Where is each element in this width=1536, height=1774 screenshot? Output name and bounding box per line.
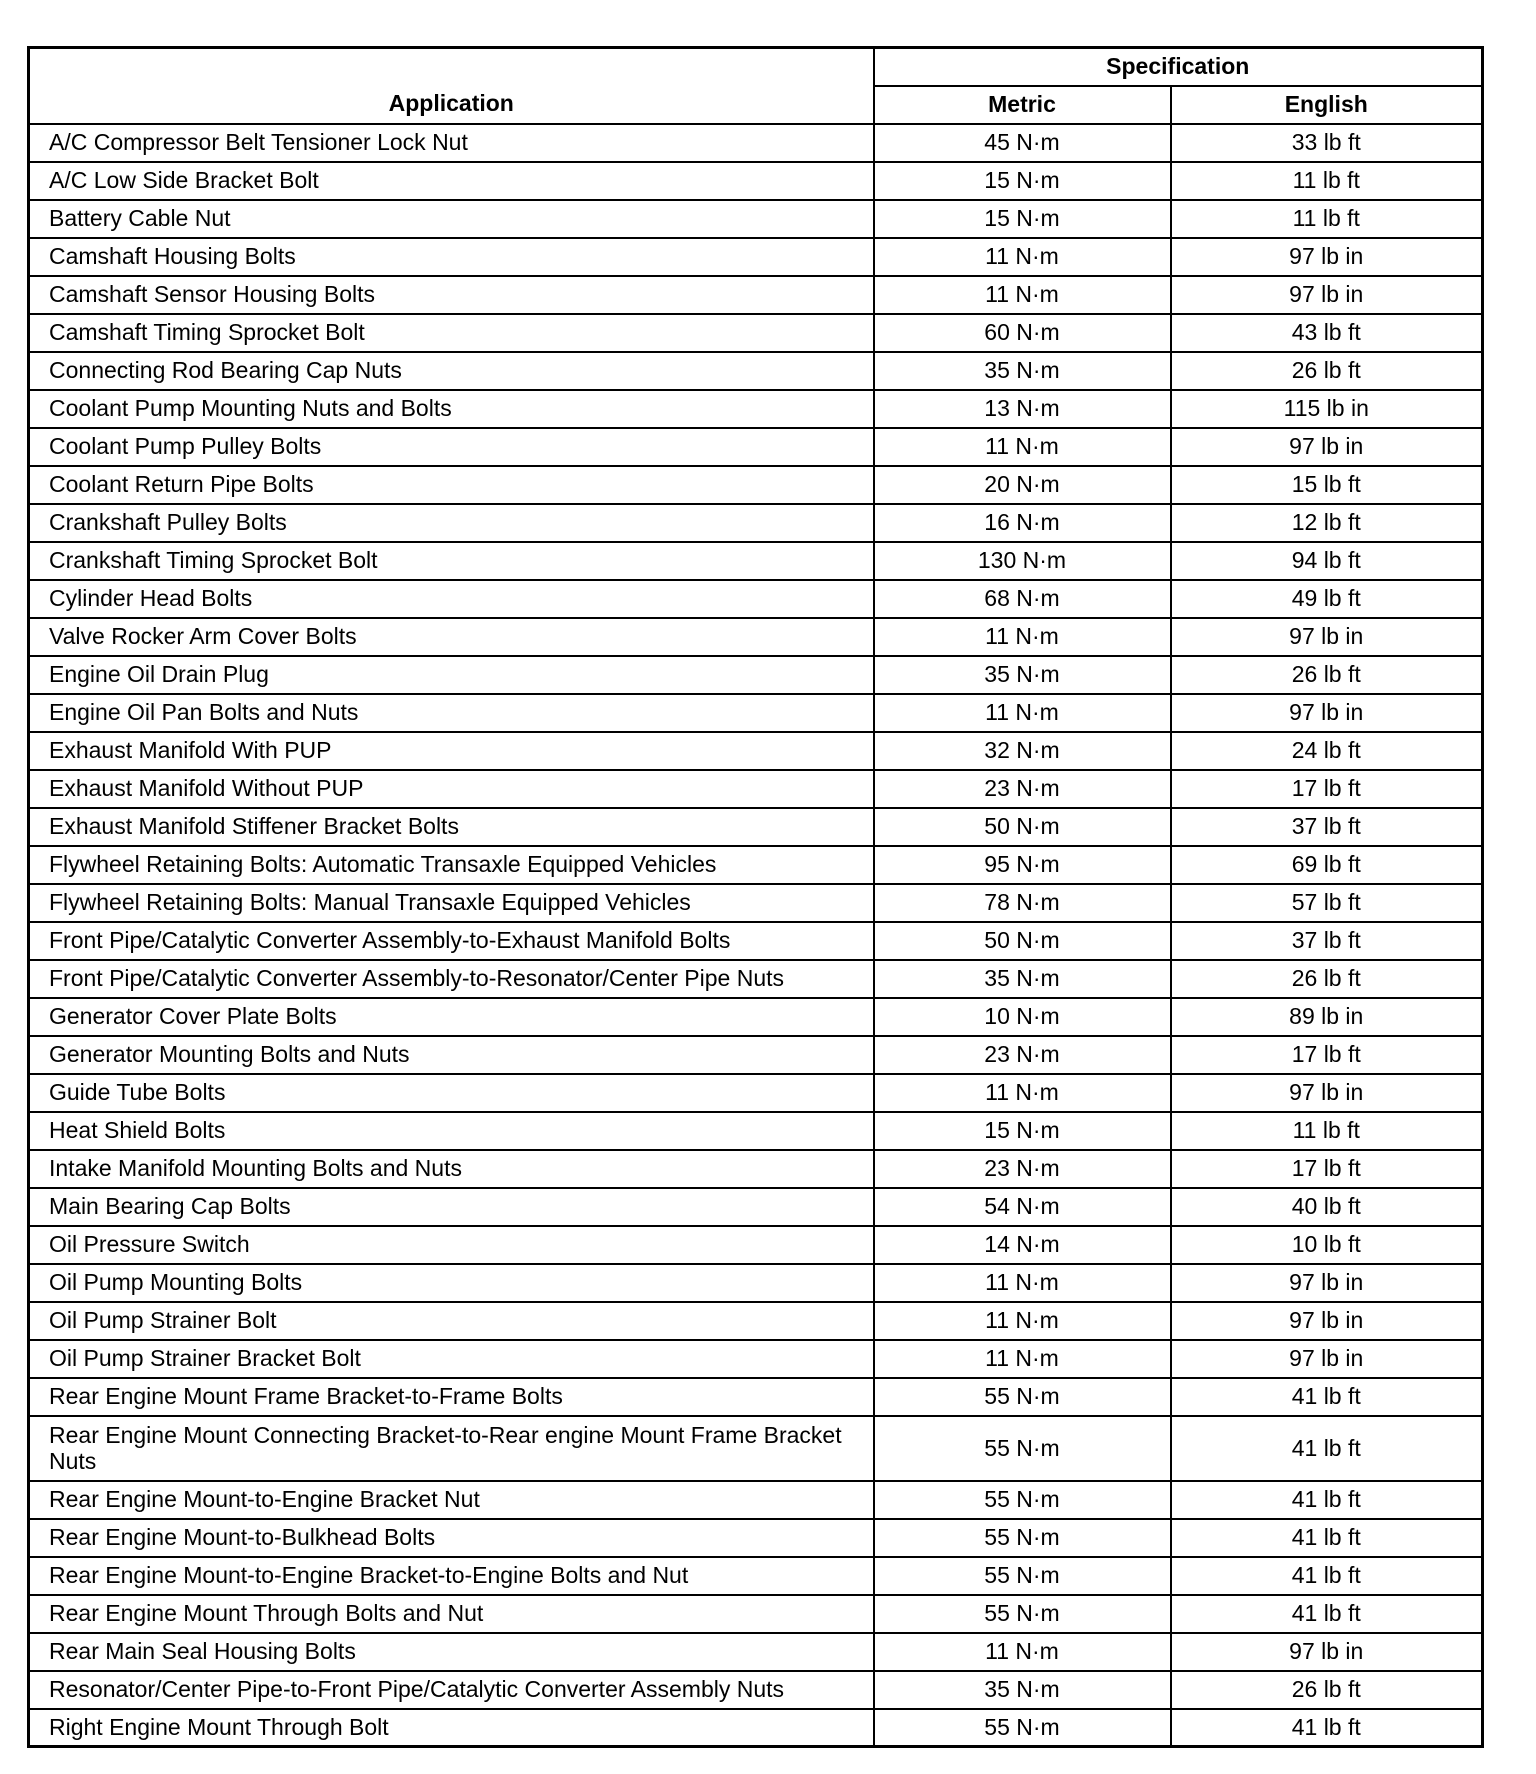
english-cell: 11 lb ft bbox=[1171, 200, 1483, 238]
application-cell: A/C Compressor Belt Tensioner Lock Nut bbox=[29, 124, 874, 162]
metric-cell: 11 N·m bbox=[874, 618, 1171, 656]
metric-cell: 55 N·m bbox=[874, 1481, 1171, 1519]
metric-cell: 32 N·m bbox=[874, 732, 1171, 770]
table-row bbox=[29, 1036, 1483, 1074]
application-cell: Connecting Rod Bearing Cap Nuts bbox=[29, 352, 874, 390]
table-row bbox=[29, 998, 1483, 1036]
specification-header: Specification bbox=[874, 48, 1483, 86]
metric-cell: 13 N·m bbox=[874, 390, 1171, 428]
english-cell: 41 lb ft bbox=[1171, 1709, 1483, 1747]
application-cell: Coolant Return Pipe Bolts bbox=[29, 466, 874, 504]
table-row bbox=[29, 276, 1483, 314]
metric-cell: 55 N·m bbox=[874, 1519, 1171, 1557]
table-row bbox=[29, 1481, 1483, 1519]
english-cell: 97 lb in bbox=[1171, 238, 1483, 276]
metric-cell: 50 N·m bbox=[874, 808, 1171, 846]
application-cell: Rear Engine Mount Frame Bracket-to-Frame Bolts bbox=[29, 1378, 874, 1416]
table-row bbox=[29, 732, 1483, 770]
english-cell: 40 lb ft bbox=[1171, 1188, 1483, 1226]
application-cell: Camshaft Housing Bolts bbox=[29, 238, 874, 276]
table-row bbox=[29, 466, 1483, 504]
metric-cell: 78 N·m bbox=[874, 884, 1171, 922]
metric-cell: 11 N·m bbox=[874, 238, 1171, 276]
metric-cell: 55 N·m bbox=[874, 1416, 1171, 1481]
table-row bbox=[29, 390, 1483, 428]
english-cell: 37 lb ft bbox=[1171, 922, 1483, 960]
metric-cell: 15 N·m bbox=[874, 200, 1171, 238]
application-cell: Generator Mounting Bolts and Nuts bbox=[29, 1036, 874, 1074]
application-cell: Exhaust Manifold Without PUP bbox=[29, 770, 874, 808]
metric-cell: 11 N·m bbox=[874, 1340, 1171, 1378]
english-cell: 11 lb ft bbox=[1171, 1112, 1483, 1150]
application-cell: Crankshaft Pulley Bolts bbox=[29, 504, 874, 542]
metric-cell: 68 N·m bbox=[874, 580, 1171, 618]
english-cell: 37 lb ft bbox=[1171, 808, 1483, 846]
metric-cell: 55 N·m bbox=[874, 1595, 1171, 1633]
application-cell: Engine Oil Pan Bolts and Nuts bbox=[29, 694, 874, 732]
metric-cell: 35 N·m bbox=[874, 960, 1171, 998]
application-cell: Engine Oil Drain Plug bbox=[29, 656, 874, 694]
table-row bbox=[29, 1557, 1483, 1595]
header-row-top bbox=[29, 48, 1483, 86]
metric-cell: 60 N·m bbox=[874, 314, 1171, 352]
english-header: English bbox=[1171, 86, 1483, 124]
application-cell: Camshaft Timing Sprocket Bolt bbox=[29, 314, 874, 352]
english-cell: 41 lb ft bbox=[1171, 1378, 1483, 1416]
english-cell: 97 lb in bbox=[1171, 618, 1483, 656]
table-row bbox=[29, 504, 1483, 542]
table-row bbox=[29, 1378, 1483, 1416]
application-cell: Cylinder Head Bolts bbox=[29, 580, 874, 618]
table-body bbox=[29, 124, 1483, 1747]
table-row bbox=[29, 352, 1483, 390]
application-cell: Battery Cable Nut bbox=[29, 200, 874, 238]
application-cell: Exhaust Manifold Stiffener Bracket Bolts bbox=[29, 808, 874, 846]
application-cell: Guide Tube Bolts bbox=[29, 1074, 874, 1112]
table-row bbox=[29, 1226, 1483, 1264]
application-cell: Heat Shield Bolts bbox=[29, 1112, 874, 1150]
english-cell: 94 lb ft bbox=[1171, 542, 1483, 580]
metric-cell: 35 N·m bbox=[874, 1671, 1171, 1709]
application-cell: Coolant Pump Mounting Nuts and Bolts bbox=[29, 390, 874, 428]
english-cell: 49 lb ft bbox=[1171, 580, 1483, 618]
metric-cell: 15 N·m bbox=[874, 162, 1171, 200]
english-cell: 97 lb in bbox=[1171, 1340, 1483, 1378]
metric-cell: 55 N·m bbox=[874, 1709, 1171, 1747]
application-cell: Rear Main Seal Housing Bolts bbox=[29, 1633, 874, 1671]
metric-cell: 130 N·m bbox=[874, 542, 1171, 580]
table-row bbox=[29, 1595, 1483, 1633]
metric-cell: 23 N·m bbox=[874, 770, 1171, 808]
table-row bbox=[29, 580, 1483, 618]
metric-cell: 54 N·m bbox=[874, 1188, 1171, 1226]
english-cell: 17 lb ft bbox=[1171, 1036, 1483, 1074]
application-cell: Oil Pump Mounting Bolts bbox=[29, 1264, 874, 1302]
english-cell: 97 lb in bbox=[1171, 694, 1483, 732]
english-cell: 17 lb ft bbox=[1171, 770, 1483, 808]
metric-header: Metric bbox=[874, 86, 1171, 124]
table-row bbox=[29, 238, 1483, 276]
metric-cell: 35 N·m bbox=[874, 352, 1171, 390]
english-cell: 24 lb ft bbox=[1171, 732, 1483, 770]
table-header bbox=[29, 48, 1483, 124]
table-row bbox=[29, 694, 1483, 732]
application-cell: Rear Engine Mount-to-Engine Bracket-to-Engine Bolts and Nut bbox=[29, 1557, 874, 1595]
table-row bbox=[29, 960, 1483, 998]
metric-cell: 16 N·m bbox=[874, 504, 1171, 542]
metric-cell: 55 N·m bbox=[874, 1557, 1171, 1595]
table-row bbox=[29, 884, 1483, 922]
table-row bbox=[29, 1633, 1483, 1671]
english-cell: 57 lb ft bbox=[1171, 884, 1483, 922]
table-row bbox=[29, 1340, 1483, 1378]
table-row bbox=[29, 846, 1483, 884]
english-cell: 10 lb ft bbox=[1171, 1226, 1483, 1264]
metric-cell: 23 N·m bbox=[874, 1150, 1171, 1188]
table-row bbox=[29, 770, 1483, 808]
table-row bbox=[29, 162, 1483, 200]
metric-cell: 11 N·m bbox=[874, 1633, 1171, 1671]
english-cell: 41 lb ft bbox=[1171, 1519, 1483, 1557]
metric-cell: 55 N·m bbox=[874, 1378, 1171, 1416]
table-row bbox=[29, 618, 1483, 656]
metric-cell: 11 N·m bbox=[874, 1302, 1171, 1340]
english-cell: 17 lb ft bbox=[1171, 1150, 1483, 1188]
application-cell: A/C Low Side Bracket Bolt bbox=[29, 162, 874, 200]
application-cell: Crankshaft Timing Sprocket Bolt bbox=[29, 542, 874, 580]
english-cell: 11 lb ft bbox=[1171, 162, 1483, 200]
english-cell: 69 lb ft bbox=[1171, 846, 1483, 884]
application-cell: Exhaust Manifold With PUP bbox=[29, 732, 874, 770]
english-cell: 26 lb ft bbox=[1171, 1671, 1483, 1709]
metric-cell: 11 N·m bbox=[874, 1074, 1171, 1112]
torque-spec-table bbox=[27, 46, 1484, 1748]
metric-cell: 35 N·m bbox=[874, 656, 1171, 694]
table-row bbox=[29, 314, 1483, 352]
english-cell: 97 lb in bbox=[1171, 276, 1483, 314]
english-cell: 97 lb in bbox=[1171, 1633, 1483, 1671]
application-cell: Rear Engine Mount Connecting Bracket-to-Rear engine Mount Frame Bracket Nuts bbox=[29, 1416, 874, 1481]
application-cell: Right Engine Mount Through Bolt bbox=[29, 1709, 874, 1747]
metric-cell: 20 N·m bbox=[874, 466, 1171, 504]
english-cell: 15 lb ft bbox=[1171, 466, 1483, 504]
table-row bbox=[29, 428, 1483, 466]
english-cell: 97 lb in bbox=[1171, 428, 1483, 466]
application-cell: Coolant Pump Pulley Bolts bbox=[29, 428, 874, 466]
english-cell: 43 lb ft bbox=[1171, 314, 1483, 352]
metric-cell: 11 N·m bbox=[874, 694, 1171, 732]
application-cell: Front Pipe/Catalytic Converter Assembly-to-Resonator/Center Pipe Nuts bbox=[29, 960, 874, 998]
table-row bbox=[29, 1264, 1483, 1302]
application-cell: Rear Engine Mount-to-Bulkhead Bolts bbox=[29, 1519, 874, 1557]
metric-cell: 15 N·m bbox=[874, 1112, 1171, 1150]
table-row bbox=[29, 656, 1483, 694]
english-cell: 12 lb ft bbox=[1171, 504, 1483, 542]
metric-cell: 45 N·m bbox=[874, 124, 1171, 162]
metric-cell: 14 N·m bbox=[874, 1226, 1171, 1264]
english-cell: 41 lb ft bbox=[1171, 1557, 1483, 1595]
application-cell: Resonator/Center Pipe-to-Front Pipe/Catalytic Converter Assembly Nuts bbox=[29, 1671, 874, 1709]
table-row bbox=[29, 808, 1483, 846]
application-cell: Rear Engine Mount Through Bolts and Nut bbox=[29, 1595, 874, 1633]
application-cell: Flywheel Retaining Bolts: Manual Transaxle Equipped Vehicles bbox=[29, 884, 874, 922]
application-cell: Oil Pressure Switch bbox=[29, 1226, 874, 1264]
metric-cell: 11 N·m bbox=[874, 276, 1171, 314]
table-row bbox=[29, 1671, 1483, 1709]
english-cell: 26 lb ft bbox=[1171, 352, 1483, 390]
metric-cell: 50 N·m bbox=[874, 922, 1171, 960]
table-row bbox=[29, 1519, 1483, 1557]
application-cell: Camshaft Sensor Housing Bolts bbox=[29, 276, 874, 314]
table-row bbox=[29, 1150, 1483, 1188]
metric-cell: 10 N·m bbox=[874, 998, 1171, 1036]
english-cell: 89 lb in bbox=[1171, 998, 1483, 1036]
table-row bbox=[29, 124, 1483, 162]
english-cell: 115 lb in bbox=[1171, 390, 1483, 428]
metric-cell: 23 N·m bbox=[874, 1036, 1171, 1074]
metric-cell: 95 N·m bbox=[874, 846, 1171, 884]
application-cell: Flywheel Retaining Bolts: Automatic Transaxle Equipped Vehicles bbox=[29, 846, 874, 884]
table-row bbox=[29, 1112, 1483, 1150]
table-row bbox=[29, 542, 1483, 580]
application-header: Application bbox=[29, 48, 874, 124]
table-row bbox=[29, 1074, 1483, 1112]
application-cell: Valve Rocker Arm Cover Bolts bbox=[29, 618, 874, 656]
application-cell: Intake Manifold Mounting Bolts and Nuts bbox=[29, 1150, 874, 1188]
english-cell: 26 lb ft bbox=[1171, 656, 1483, 694]
english-cell: 33 lb ft bbox=[1171, 124, 1483, 162]
table-row bbox=[29, 1302, 1483, 1340]
english-cell: 97 lb in bbox=[1171, 1302, 1483, 1340]
application-cell: Rear Engine Mount-to-Engine Bracket Nut bbox=[29, 1481, 874, 1519]
table-row bbox=[29, 1709, 1483, 1747]
application-cell: Main Bearing Cap Bolts bbox=[29, 1188, 874, 1226]
application-cell: Oil Pump Strainer Bolt bbox=[29, 1302, 874, 1340]
english-cell: 41 lb ft bbox=[1171, 1481, 1483, 1519]
application-cell: Generator Cover Plate Bolts bbox=[29, 998, 874, 1036]
table-row bbox=[29, 1188, 1483, 1226]
metric-cell: 11 N·m bbox=[874, 428, 1171, 466]
table-row bbox=[29, 1416, 1483, 1481]
table-row bbox=[29, 200, 1483, 238]
english-cell: 41 lb ft bbox=[1171, 1416, 1483, 1481]
english-cell: 97 lb in bbox=[1171, 1264, 1483, 1302]
english-cell: 41 lb ft bbox=[1171, 1595, 1483, 1633]
english-cell: 26 lb ft bbox=[1171, 960, 1483, 998]
application-cell: Oil Pump Strainer Bracket Bolt bbox=[29, 1340, 874, 1378]
application-cell: Front Pipe/Catalytic Converter Assembly-to-Exhaust Manifold Bolts bbox=[29, 922, 874, 960]
table-row bbox=[29, 922, 1483, 960]
english-cell: 97 lb in bbox=[1171, 1074, 1483, 1112]
metric-cell: 11 N·m bbox=[874, 1264, 1171, 1302]
